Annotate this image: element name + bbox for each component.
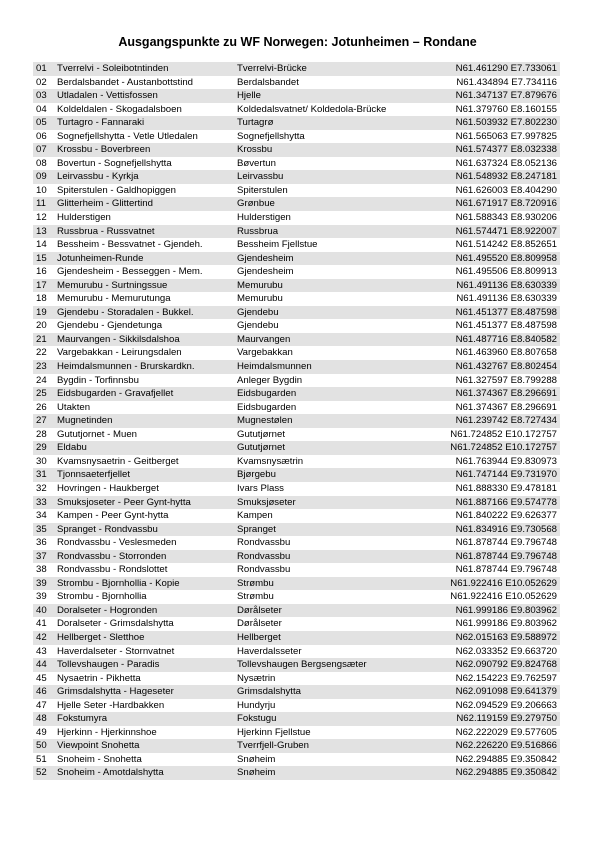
row-number: 08 — [36, 157, 47, 169]
coordinates: N61.887166 E9.574778 — [455, 496, 557, 508]
coordinates: N61.491136 E8.630339 — [456, 279, 557, 291]
start-point: Ivars Plass — [237, 482, 284, 494]
start-point: Memurubu — [237, 279, 283, 291]
table-row — [33, 631, 560, 645]
row-number: 06 — [36, 130, 47, 142]
coordinates: N61.999186 E9.803962 — [455, 618, 557, 630]
coordinates: N61.574471 E8.922007 — [455, 225, 557, 237]
start-point: Gjendebu — [237, 320, 279, 332]
coordinates: N62.222029 E9.577605 — [455, 726, 557, 738]
table-row — [33, 428, 560, 442]
coordinates: N61.451377 E8.487598 — [455, 306, 557, 318]
start-point: Rondvassbu — [237, 550, 291, 562]
route-name: Hellberget - Sletthoe — [57, 631, 145, 643]
start-point: Bessheim Fjellstue — [237, 239, 318, 251]
table-row — [33, 672, 560, 686]
route-name: Haverdalseter - Stornvatnet — [57, 645, 175, 657]
start-point: Gututjørnet — [237, 428, 285, 440]
coordinates: N61.637324 E8.052136 — [455, 157, 557, 169]
route-name: Turtagro - Fannaraki — [57, 117, 145, 129]
coordinates: N61.588343 E8.930206 — [455, 212, 557, 224]
coordinates: N61.503932 E7.802230 — [455, 117, 557, 129]
route-name: Maurvangen - Sikkilsdalshoa — [57, 333, 180, 345]
table-row — [33, 279, 560, 293]
table-row — [33, 306, 560, 320]
coordinates: N61.451377 E8.487598 — [455, 320, 557, 332]
coordinates: N62.090792 E9.824768 — [455, 659, 557, 671]
start-point: Snøheim — [237, 753, 276, 765]
start-point: Turtagrø — [237, 117, 274, 129]
route-name: Kvamsnysaetrin - Geitberget — [57, 455, 179, 467]
table-row — [33, 374, 560, 388]
table-row — [33, 455, 560, 469]
route-name: Snoheim - Snohetta — [57, 753, 142, 765]
start-point: Rondvassbu — [237, 537, 291, 549]
route-name: Fokstumyra — [57, 713, 108, 725]
start-point: Eidsbugarden — [237, 388, 297, 400]
row-number: 12 — [36, 212, 47, 224]
route-name: Bovertun - Sognefjellshytta — [57, 157, 172, 169]
table-row — [33, 658, 560, 672]
route-name: Rondvassbu - Veslesmeden — [57, 537, 177, 549]
table-row — [33, 333, 560, 347]
row-number: 52 — [36, 767, 47, 779]
coordinates: N61.878744 E9.796748 — [455, 537, 557, 549]
row-number: 46 — [36, 686, 47, 698]
table-row — [33, 766, 560, 780]
start-point: Strømbu — [237, 591, 274, 603]
row-number: 10 — [36, 184, 47, 196]
start-point: Memurubu — [237, 293, 283, 305]
route-name: Hulderstigen — [57, 212, 111, 224]
start-point: Kvamsnysætrin — [237, 455, 304, 467]
start-point: Sognefjellshytta — [237, 130, 305, 142]
coordinates: N61.491136 E8.630339 — [456, 293, 557, 305]
coordinates: N61.514242 E8.852651 — [455, 239, 557, 251]
coordinates: N61.487716 E8.840582 — [455, 333, 557, 345]
row-number: 28 — [36, 428, 47, 440]
row-number: 44 — [36, 659, 47, 671]
route-name: Gjendebu - Gjendetunga — [57, 320, 163, 332]
coordinates: N61.834916 E9.730568 — [455, 523, 557, 535]
coordinates: N61.878744 E9.796748 — [455, 564, 557, 576]
row-number: 07 — [36, 144, 47, 156]
start-point: Russbrua — [237, 225, 279, 237]
row-number: 02 — [36, 76, 47, 88]
row-number: 39 — [36, 577, 47, 589]
route-name: Memurubu - Memurutunga — [57, 293, 171, 305]
route-name: Tollevshaugen - Paradis — [57, 659, 160, 671]
coordinates: N61.463960 E8.807658 — [455, 347, 557, 359]
start-point: Gjendesheim — [237, 252, 294, 264]
start-point: Tollevshaugen Bergsengsæter — [237, 659, 367, 671]
route-name: Koldeldalen - Skogadalsboen — [57, 103, 182, 115]
row-number: 42 — [36, 631, 47, 643]
start-point: Heimdalsmunnen — [237, 361, 312, 373]
trailhead-table — [33, 62, 560, 780]
route-name: Nysaetrin - Pikhetta — [57, 672, 141, 684]
coordinates: N61.671917 E8.720916 — [455, 198, 557, 210]
route-name: Bygdin - Torfinnsbu — [57, 374, 139, 386]
route-name: Utladalen - Vettisfossen — [57, 90, 158, 102]
table-row — [33, 468, 560, 482]
table-row — [33, 116, 560, 130]
start-point: Krossbu — [237, 144, 273, 156]
start-point: Hundyrju — [237, 699, 276, 711]
table-row — [33, 604, 560, 618]
row-number: 41 — [36, 618, 47, 630]
start-point: Spranget — [237, 523, 276, 535]
row-number: 45 — [36, 672, 47, 684]
table-row — [33, 523, 560, 537]
row-number: 33 — [36, 496, 47, 508]
route-name: Rondvassbu - Storronden — [57, 550, 167, 562]
coordinates: N62.226220 E9.516866 — [455, 740, 557, 752]
coordinates: N62.033352 E9.663720 — [455, 645, 557, 657]
route-name: Eldabu — [57, 442, 87, 454]
row-number: 49 — [36, 726, 47, 738]
table-row — [33, 387, 560, 401]
route-name: Spranget - Rondvassbu — [57, 523, 158, 535]
table-row — [33, 590, 560, 604]
start-point: Spiterstulen — [237, 184, 288, 196]
row-number: 40 — [36, 604, 47, 616]
row-number: 11 — [36, 198, 46, 210]
row-number: 47 — [36, 699, 47, 711]
table-row — [33, 225, 560, 239]
route-name: Hjelle Seter -Hardbakken — [57, 699, 165, 711]
row-number: 04 — [36, 103, 47, 115]
start-point: Grimsdalshytta — [237, 686, 301, 698]
table-row — [33, 414, 560, 428]
route-name: Hjerkinn - Hjerkinnshoe — [57, 726, 157, 738]
start-point: Dørålseter — [237, 604, 282, 616]
coordinates: N61.724852 E10.172757 — [450, 442, 557, 454]
row-number: 20 — [36, 320, 47, 332]
route-name: Grimsdalshytta - Hageseter — [57, 686, 174, 698]
route-name: Strombu - Bjornhollia — [57, 591, 147, 603]
table-row — [33, 265, 560, 279]
coordinates: N61.495506 E8.809913 — [455, 266, 557, 278]
table-row — [33, 89, 560, 103]
table-row — [33, 130, 560, 144]
table-row — [33, 184, 560, 198]
row-number: 24 — [36, 374, 47, 386]
route-name: Tverrelvi - Soleibotntinden — [57, 63, 169, 74]
start-point: Hjelle — [237, 90, 261, 102]
table-row — [33, 103, 560, 117]
row-number: 23 — [36, 361, 47, 373]
table-row — [33, 401, 560, 415]
row-number: 38 — [36, 564, 47, 576]
start-point: Bøvertun — [237, 157, 276, 169]
start-point: Hellberget — [237, 631, 281, 643]
row-number: 19 — [36, 306, 47, 318]
table-row — [33, 496, 560, 510]
route-name: Doralseter - Grimsdalshytta — [57, 618, 174, 630]
table-row — [33, 509, 560, 523]
start-point: Mugnestølen — [237, 415, 293, 427]
start-point: Kampen — [237, 510, 273, 522]
row-number: 15 — [36, 252, 47, 264]
table-row — [33, 211, 560, 225]
coordinates: N61.374367 E8.296691 — [455, 401, 557, 413]
start-point: Gjendebu — [237, 306, 279, 318]
coordinates: N61.999186 E9.803962 — [455, 604, 557, 616]
row-number: 51 — [36, 753, 47, 765]
table-row — [33, 550, 560, 564]
row-number: 43 — [36, 645, 47, 657]
route-name: Leirvassbu - Kyrkja — [57, 171, 139, 183]
start-point: Anleger Bygdin — [237, 374, 303, 386]
route-name: Kampen - Peer Gynt-hytta — [57, 510, 169, 522]
route-name: Gjendebu - Storadalen - Bukkel. — [57, 306, 194, 318]
table-row — [33, 699, 560, 713]
table-row — [33, 76, 560, 90]
coordinates: N61.434894 E7.734116 — [456, 76, 557, 88]
row-number: 09 — [36, 171, 47, 183]
route-name: Krossbu - Boverbreen — [57, 144, 151, 156]
start-point: Berdalsbandet — [237, 76, 299, 88]
table-row — [33, 753, 560, 767]
table-row — [33, 739, 560, 753]
route-name: Mugnetinden — [57, 415, 113, 427]
route-name: Utakten — [57, 401, 91, 413]
coordinates: N62.094529 E9.206663 — [455, 699, 557, 711]
row-number: 50 — [36, 740, 47, 752]
coordinates: N61.565063 E7.997825 — [455, 130, 557, 142]
coordinates: N61.747144 E9.731970 — [455, 469, 557, 481]
coordinates: N61.888330 E9.478181 — [455, 482, 557, 494]
row-number: 14 — [36, 239, 47, 251]
route-name: Eidsbugarden - Gravafjellet — [57, 388, 174, 400]
table-row — [33, 536, 560, 550]
table-row — [33, 319, 560, 333]
coordinates: N61.763944 E9.830973 — [455, 455, 557, 467]
start-point: Smuksjøseter — [237, 496, 296, 508]
row-number: 35 — [36, 523, 47, 535]
coordinates: N61.922416 E10.052629 — [450, 591, 557, 603]
row-number: 27 — [36, 415, 47, 427]
table-row — [33, 62, 560, 76]
coordinates: N62.015163 E9.588972 — [455, 631, 557, 643]
route-name: Bessheim - Bessvatnet - Gjendeh. — [57, 239, 203, 251]
start-point: Gututjørnet — [237, 442, 285, 454]
start-point: Gjendesheim — [237, 266, 294, 278]
coordinates: N61.432767 E8.802454 — [455, 361, 557, 373]
row-number: 39 — [36, 591, 47, 603]
route-name: Sognefjellshytta - Vetle Utledalen — [57, 130, 198, 142]
row-number: 03 — [36, 90, 47, 102]
route-name: Gututjornet - Muen — [57, 428, 137, 440]
route-name: Vargebakkan - Leirungsdalen — [57, 347, 182, 359]
row-number: 13 — [36, 225, 47, 237]
route-name: Gjendesheim - Besseggen - Mem. — [57, 266, 203, 278]
start-point: Bjørgebu — [237, 469, 276, 481]
table-row — [33, 563, 560, 577]
route-name: Snoheim - Amotdalshytta — [57, 767, 164, 779]
table-row — [33, 645, 560, 659]
coordinates: N61.239742 E8.727434 — [455, 415, 557, 427]
start-point: Fokstugu — [237, 713, 277, 725]
route-name: Viewpoint Snohetta — [57, 740, 140, 752]
table-row — [33, 143, 560, 157]
coordinates: N61.878744 E9.796748 — [455, 550, 557, 562]
table-row — [33, 482, 560, 496]
table-row — [33, 170, 560, 184]
table-row — [33, 157, 560, 171]
route-name: Tjonnsaeterfjellet — [57, 469, 131, 481]
route-name: Smuksjoseter - Peer Gynt-hytta — [57, 496, 191, 508]
table-row — [33, 685, 560, 699]
start-point: Nysætrin — [237, 672, 276, 684]
table-row — [33, 712, 560, 726]
route-name: Heimdalsmunnen - Brurskardkn. — [57, 361, 195, 373]
row-number: 36 — [36, 537, 47, 549]
table-row — [33, 726, 560, 740]
coordinates: N61.327597 E8.799288 — [455, 374, 557, 386]
row-number: 21 — [36, 333, 47, 345]
start-point: Strømbu — [237, 577, 274, 589]
coordinates: N62.294885 E9.350842 — [455, 753, 557, 765]
route-name: Strombu - Bjornhollia - Kopie — [57, 577, 180, 589]
coordinates: N61.461290 E7.733061 — [455, 63, 557, 74]
start-point: Vargebakkan — [237, 347, 293, 359]
row-number: 32 — [36, 482, 47, 494]
row-number: 18 — [36, 293, 47, 305]
row-number: 16 — [36, 266, 47, 278]
start-point: Snøheim — [237, 767, 276, 779]
coordinates: N61.495520 E8.809958 — [455, 252, 557, 264]
route-name: Glitterheim - Glittertind — [57, 198, 153, 210]
row-number: 48 — [36, 713, 47, 725]
row-number: 37 — [36, 550, 47, 562]
row-number: 29 — [36, 442, 47, 454]
table-row — [33, 441, 560, 455]
route-name: Rondvassbu - Rondslottet — [57, 564, 168, 576]
start-point: Rondvassbu — [237, 564, 291, 576]
start-point: Leirvassbu — [237, 171, 284, 183]
start-point: Grønbue — [237, 198, 275, 210]
coordinates: N61.922416 E10.052629 — [450, 577, 557, 589]
start-point: Tverrelvi-Brücke — [237, 63, 307, 74]
coordinates: N62.154223 E9.762597 — [455, 672, 557, 684]
start-point: Eidsbugarden — [237, 401, 297, 413]
route-name: Jotunheimen-Runde — [57, 252, 144, 264]
coordinates: N61.379760 E8.160155 — [455, 103, 557, 115]
table-row — [33, 346, 560, 360]
route-name: Berdalsbandet - Austanbottstind — [57, 76, 194, 88]
route-name: Russbrua - Russvatnet — [57, 225, 155, 237]
coordinates: N61.724852 E10.172757 — [450, 428, 557, 440]
row-number: 22 — [36, 347, 47, 359]
table-row — [33, 292, 560, 306]
row-number: 31 — [36, 469, 47, 481]
coordinates: N62.294885 E9.350842 — [455, 767, 557, 779]
table-row — [33, 360, 560, 374]
coordinates: N61.347137 E7.879676 — [455, 90, 557, 102]
coordinates: N61.626003 E8.404290 — [455, 184, 557, 196]
coordinates: N61.374367 E8.296691 — [455, 388, 557, 400]
page-title: Ausgangspunkte zu WF Norwegen: Jotunheimen – Rondane — [118, 35, 477, 49]
route-name: Hovringen - Haukberget — [57, 482, 159, 494]
start-point: Dørålseter — [237, 618, 282, 630]
route-name: Memurubu - Surtningssue — [57, 279, 168, 291]
table-row — [33, 617, 560, 631]
coordinates: N62.119159 E9.279750 — [456, 713, 557, 725]
row-number: 25 — [36, 388, 47, 400]
start-point: Haverdalsseter — [237, 645, 302, 657]
route-name: Spiterstulen - Galdhopiggen — [57, 184, 176, 196]
table-row — [33, 197, 560, 211]
table-row — [33, 252, 560, 266]
coordinates: N62.091098 E9.641379 — [455, 686, 557, 698]
row-number: 34 — [36, 510, 47, 522]
table-row — [33, 577, 560, 591]
route-name: Doralseter - Hogronden — [57, 604, 158, 616]
start-point: Hulderstigen — [237, 212, 291, 224]
start-point: Koldedalsvatnet/ Koldedola-Brücke — [237, 103, 387, 115]
coordinates: N61.574377 E8.032338 — [455, 144, 557, 156]
table-row — [33, 238, 560, 252]
coordinates: N61.548932 E8.247181 — [455, 171, 557, 183]
coordinates: N61.840222 E9.626377 — [455, 510, 557, 522]
row-number: 05 — [36, 117, 47, 129]
row-number: 30 — [36, 455, 47, 467]
start-point: Hjerkinn Fjellstue — [237, 726, 311, 738]
row-number: 26 — [36, 401, 47, 413]
start-point: Maurvangen — [237, 333, 291, 345]
start-point: Tverrfjell-Gruben — [237, 740, 309, 752]
row-number: 01 — [36, 63, 47, 74]
row-number: 17 — [36, 279, 47, 291]
